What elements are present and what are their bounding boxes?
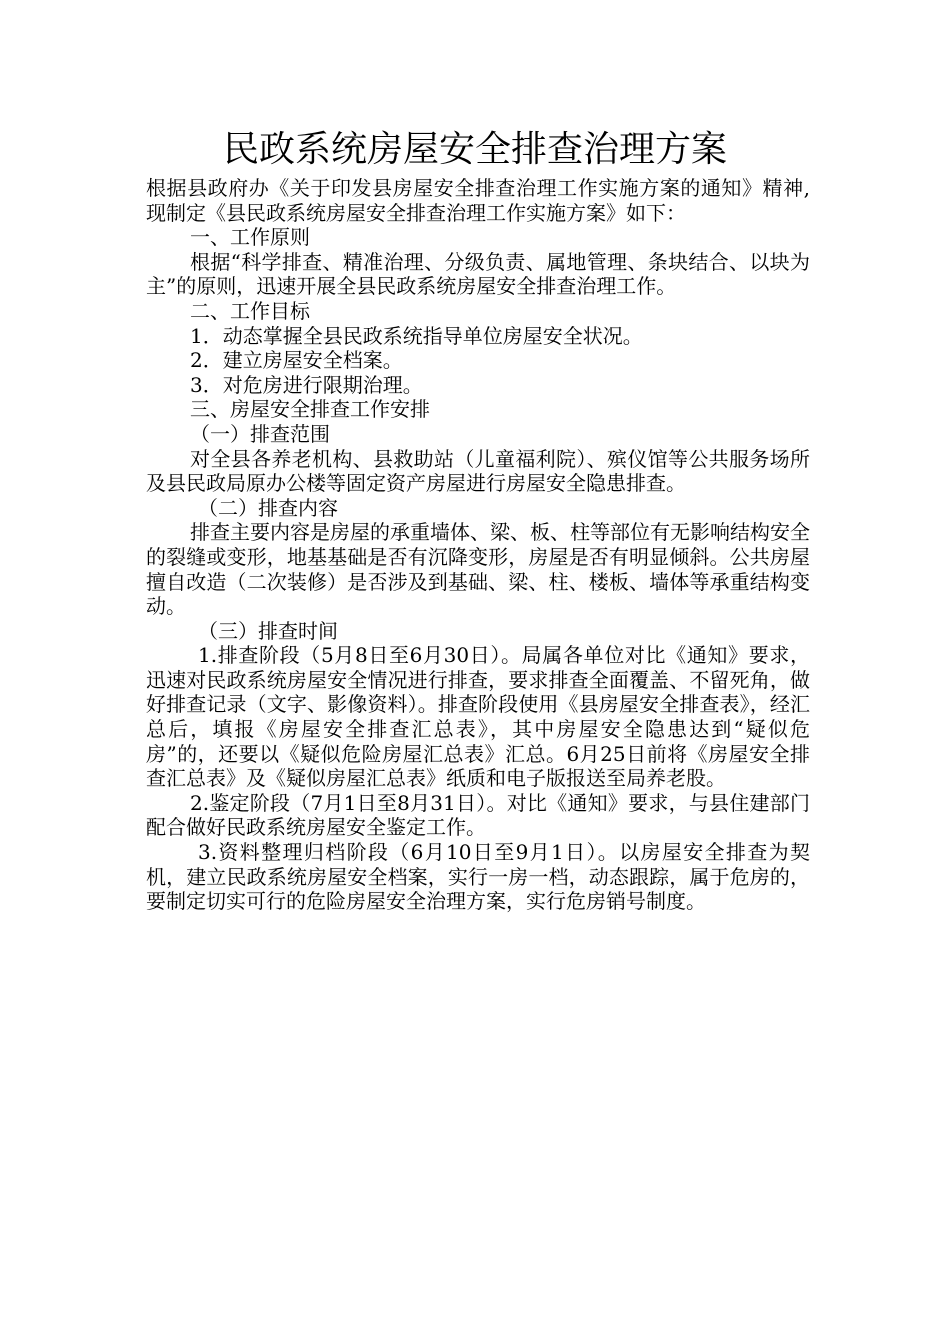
subheading-time: （三）排查时间 [198,618,338,643]
document-title: 民政系统房屋安全排查治理方案 [222,129,727,170]
section-heading-arrangement: 三、房屋安全排查工作安排 [190,397,430,422]
content-paragraph: 排查主要内容是房屋的承重墙体、梁、板、柱等部位有无影响结构安全的裂缝或变形，地基基础是否有沉降变形，房屋是否有明显倾斜。公共房屋擅自改造（二次装修）是否涉及到基础、梁、柱、楼板、墙体等承重结构变动。 [146,520,810,619]
subheading-scope: （一）排查范围 [190,421,330,446]
section-heading-goals: 二、工作目标 [190,298,310,323]
intro-paragraph: 根据县政府办《关于印发县房屋安全排查治理工作实施方案的通知》精神,现制定《县民政系统房屋安全排查治理工作实施方案》如下： [146,176,810,225]
time-stage-1: 1.排查阶段（5月8日至6月30日）。局属各单位对比《通知》要求，迅速对民政系统房屋安全情况进行排查，要求排查全面覆盖、不留死角，做好排查记录（文字、影像资料）。排查阶段使用《县房屋安全排查表》，经汇总后，填报《房屋安全排查汇总表》，其中房屋安全隐患达到“疑似危房”的，还要以《疑似危险房屋汇总表》汇总。6月25日前将《房屋安全排查汇总表》及《疑似房屋汇总表》纸质和电子版报送至局养老股。 [146,643,810,791]
document-body [146,176,810,914]
section-heading-principles: 一、工作原则 [190,225,310,250]
scope-paragraph: 对全县各养老机构、县救助站（儿童福利院）、殡仪馆等公共服务场所及县民政局原办公楼等固定资产房屋进行房屋安全隐患排查。 [146,446,810,496]
time-stage-2: 2.鉴定阶段（7月1日至8月31日）。对比《通知》要求，与县住建部门配合做好民政系统房屋安全鉴定工作。 [146,790,810,840]
goal-item-3: 3．对危房进行限期治理。 [190,372,423,397]
goal-item-2: 2．建立房屋安全档案。 [190,348,403,373]
time-stage-3: 3.资料整理归档阶段（6月10日至9月1日）。以房屋安全排查为契机，建立民政系统房屋安全档案，实行一房一档，动态跟踪，属于危房的，要制定切实可行的危险房屋安全治理方案，实行危房销号制度。 [146,840,810,914]
goal-item-1: 1．动态掌握全县民政系统指导单位房屋安全状况。 [190,323,643,348]
principles-paragraph: 根据“科学排查、精准治理、分级负责、属地管理、条块结合、以块为主”的原则，迅速开展全县民政系统房屋安全排查治理工作。 [146,249,810,299]
subheading-content: （二）排查内容 [198,495,338,520]
